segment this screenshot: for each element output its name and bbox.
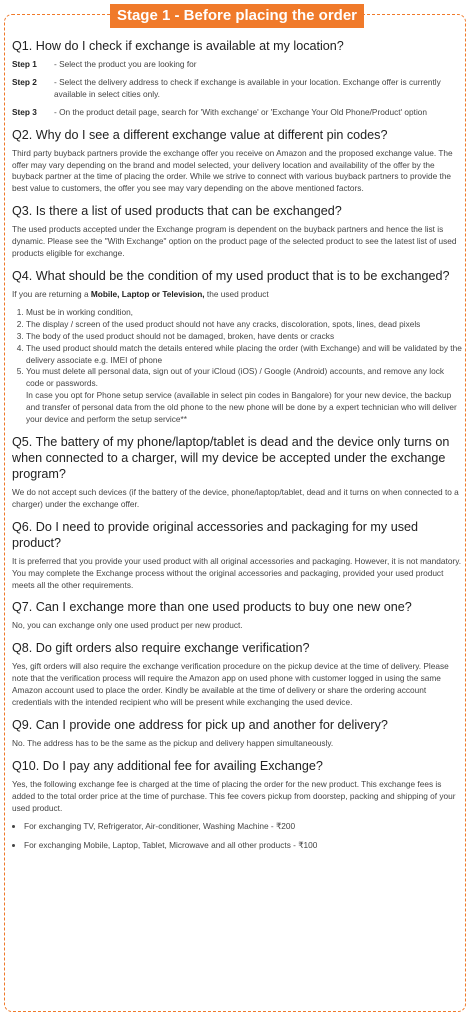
fee-item: • For exchanging Mobile, Laptop, Tablet, Microwave and all other products - ₹100 [24, 840, 464, 852]
answer-4-intro [12, 289, 464, 301]
step-label: Step 2 [12, 76, 37, 87]
faq-q9 [12, 717, 464, 750]
faq-q2 [12, 127, 464, 196]
intro-text-end: the used product [204, 288, 269, 299]
step-text: - On the product detail page, search for 'With exchange' or 'Exchange Your Old Phone/Product' option [54, 106, 428, 117]
extra-text-end: who will deliver your device and perform the setup service** [26, 402, 457, 425]
question-5: Q5. The battery of my phone/laptop/tablet is dead and the device only turns on when connected to a charger, will my device be accepted under the exchange program? [12, 434, 450, 481]
question-8: Q8. Do gift orders also require exchange verification? [12, 641, 310, 656]
question-10: Q10. Do I pay any additional fee for availing Exchange? [12, 758, 323, 773]
answer-3: The used products accepted under the Exchange program is dependent on the buyback partners and hence the list is dynamic. Please see the "With Exchange" option on the product page of the selected product to see the latest list of used products eligible for exchange. [12, 224, 457, 259]
faq-q10 [12, 758, 464, 852]
list-item: 2. The display / screen of the used product should not have any cracks, discoloration, spots, lines, dead pixels [26, 319, 464, 331]
faq-q4 [12, 268, 464, 426]
answer-9: No. The address has to be the same as the pickup and delivery happen simultaneously. [12, 738, 334, 748]
intro-text: If you are returning a [12, 288, 91, 299]
question-3: Q3. Is there a list of used products that can be exchanged? [12, 204, 342, 219]
answer-2: Third party buyback partners provide the exchange offer you receive on Amazon and the proposed exchange value. The offer may vary depending on the brand and model selected, your delivery location and availability of the offer by the buyback partner at the time of placing the order. While we strive to connect with various buyback partners to provide the best value to customers, the offer you see may vary depending on the above mentioned factors. [12, 147, 453, 194]
fee-list [12, 821, 464, 852]
faq-q7 [12, 599, 464, 632]
question-1: Q1. How do I check if exchange is available at my location? [12, 39, 344, 53]
list-item: 3. The body of the used product should not be damaged, broken, have dents or cracks [26, 331, 464, 343]
list-item: 5. You must delete all personal data, sign out of your iCloud (iOS) / Google (Android) accounts, and remove any lock code or passwords. [26, 366, 464, 390]
faq-q1 [12, 38, 464, 119]
answer-6: It is preferred that you provide your used product with all original accessories and packaging. However, it is not mandatory. You may complete the Exchange process without the original accessories and packaging, provided your used product meets all the other requirements. [12, 555, 462, 590]
faq-q8 [12, 640, 464, 709]
answer-5: We do not accept such devices (if the battery of the device, phone/laptop/tablet, dead and it turns on when connected to a charger) under the exchange offer. [12, 486, 459, 509]
question-9: Q9. Can I provide one address for pick up and another for delivery? [12, 718, 388, 732]
faq-q5 [12, 434, 464, 511]
fee-item: • For exchanging TV, Refrigerator, Air-conditioner, Washing Machine - ₹200 [24, 821, 464, 833]
step-text: - Select the delivery address to check if exchange is available in your location. Exchange offer is currently available in select cities only. [54, 76, 441, 99]
list-item: 4. The used product should match the details entered while placing the order (with Exchange) and will be validated by the delivery associate e.g. IMEI of phone [26, 343, 464, 367]
step-3 [12, 107, 464, 119]
question-7: Q7. Can I exchange more than one used products to buy one new one? [12, 600, 412, 615]
condition-list [12, 307, 464, 390]
answer-10: Yes, the following exchange fee is charged at the time of placing the order for the new product. This exchange fees is added to the total order price at the time of purchase. This fee covers pickup from doorstep, packing and shipping of your used product. [12, 778, 456, 813]
faq-q6 [12, 519, 464, 592]
step-label: Step 3 [12, 106, 37, 117]
intro-bold: Mobile, Laptop or Television, [90, 288, 205, 299]
answer-7: No, you can exchange only one used product per new product. [12, 620, 243, 631]
list-item: 1. Must be in working condition, [26, 307, 464, 319]
faq-q3 [12, 203, 464, 260]
question-6: Q6. Do I need to provide original accessories and packaging for my used product? [12, 519, 419, 550]
step-label: Step 1 [12, 59, 37, 69]
answer-8: Yes, gift orders will also require the exchange verification procedure on the pickup device at the time of delivery. Please note that the verification process will require the Amazon app on used phone with customer logged in using the same Amazon account used to place the order. Kindly be available at the time of delivery or share the ordering account credentials with the intended recipient who will be present while exchanging the used device. [12, 661, 449, 708]
faq-content [12, 38, 464, 859]
stage-title: Stage 1 - Before placing the order [110, 4, 364, 28]
extra-text: In case you opt for Phone setup service (available in select pin codes in Bangalore) for your new device, the backup and transfer of personal data from the old phone to the new phone will be done by a [26, 390, 452, 413]
extra-bold: expert technician [335, 402, 399, 413]
step-text: - Select the product you are looking for [54, 59, 197, 69]
answer-4-extra [12, 390, 464, 426]
question-2: Q2. Why do I see a different exchange value at different pin codes? [12, 127, 388, 142]
step-1 [12, 59, 464, 71]
step-2 [12, 77, 464, 101]
question-4: Q4. What should be the condition of my used product that is to be exchanged? [12, 268, 450, 283]
